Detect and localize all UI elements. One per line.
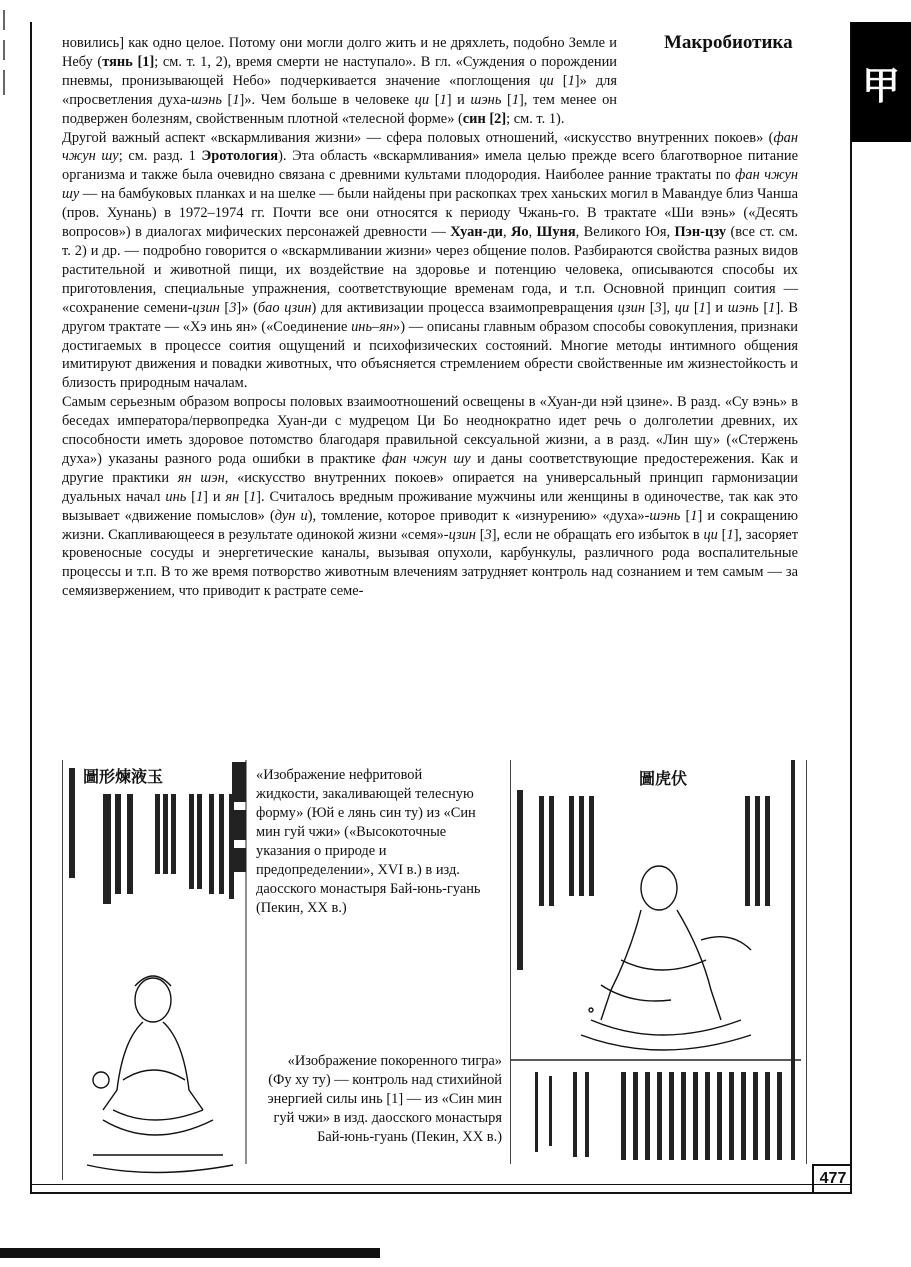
figure-subdued-tiger — [510, 760, 807, 1164]
frame-left-rule — [30, 22, 32, 1192]
article-body — [62, 34, 798, 601]
paragraph: новились] как одно целое. Потому они могли долго жить и не дряхлеть, подобно Земле и Небу (тянь [1]; см. т. 1, 2), время смерти не наступало». В гл. «Суждения о порождении пневмы, пронизывающей Небо» подчеркивается значение «поглощения ци [1]» для «просветления духа-шэнь [1]». Чем больше в человеке ци [1] и шэнь [1], тем менее он подвержен болезням, свойственным плотной «телесной форме» (син [2]; см. т. 1). — [62, 35, 618, 127]
running-head: Макробиотика — [664, 32, 793, 53]
margin-marks — [0, 0, 10, 120]
figure-subdued-tiger-image — [511, 760, 806, 1164]
paragraph: Другой важный аспект «вскармливания жизни» — сфера половых отношений, «искусство внутренних покоев» (фан чжун шу; см. разд. 1 Эротология). Эта область «вскармливания» имела целью прежде всего благотворное питание организма и также была очевидно связана с древними культами плодородия. Наиболее ранние трактаты по фан чжун шу — на бамбуковых планках и на шелке — были найдены при раскопках трех ханьских могил в Мавандуе близ Чанша (пров. Хунань) в 1972–1974 гг. Почти все они относятся к периоду Чжань-го. В трактате «Ши вэнь» («Десять вопросов») в диалогах мифических персонажей древности — Хуан-ди, Яо, Шуня, Великого Юя, Пэн-цзу (все ст. см. т. 2) и др. — подробно говорится о «вскармливании жизни» через общение полов. Разбираются свойства разных видов растительной и животной пищи, их воздействие на здоровье и потенцию человека, описываются способы их приготовления, специальные упражнения, соответствующие временам года, и т.п. Основной принцип соития — «сохранение семени-цзин [3]» (бао цзин) для активизации процесса взаимопревращения цзин [3], ци [1] и шэнь [1]. В другом трактате — «Хэ инь ян» («Соединение инь–ян») — описаны главным образом способы совокупления, признаки достигаемых в процессе соития ощущений и психофизических состояний. Многие методы интимного общения имитируют движения и повадки животных, что объясняется стремлением обрести свойственные им жизнестойкость и близость природным началам. — [62, 129, 799, 392]
page-number: 477 — [812, 1164, 852, 1192]
figure-jade-liquid — [62, 760, 253, 1180]
decorative-strip — [232, 762, 250, 872]
section-tab — [851, 22, 911, 142]
caption-left: «Изображение нефритовой жидкости, закаливающей телесную форму» (Юй е лянь син ту) из «Син мин гуй чжи» («Высокоточные указания о природе и предопределении», XVI в.) в изд. даосского монастыря Бай-юнь-гуань (Пекин, XX в.) — [256, 767, 481, 916]
scan-edge-bar — [0, 1248, 380, 1258]
caption-right: «Изображение покоренного тигра» (Фу ху ту) — контроль над стихийной энергией силы инь [1] — из «Син мин гуй чжи» в изд. даосского монастыря Бай-юнь-гуань (Пекин, XX в.) — [267, 1053, 502, 1145]
frame-bottom-rule — [30, 1184, 850, 1185]
section-tab-glyph: 甲 — [861, 63, 900, 108]
fig-left-title: 圖形煉液玉 — [83, 767, 164, 786]
paragraph: Самым серьезным образом вопросы половых взаимоотношений освещены в «Хуан-ди нэй цзине». В разд. «Су вэнь» в беседах императора/первопредка Хуан-ди с мудрецом Ци Бо неоднократно идет речь о долголетии древних, их способности иметь здоровое потомство благодаря правильной сексуальной жизни, а в разд. «Лин шу» («Стержень духа») указаны разного рода ошибки в практике фан чжун шу и даны соответствующие предостережения. Как и другие практики ян шэн, «искусство внутренних покоев» опирается на универсальный принцип гармонизации дуальных начал инь [1] и ян [1]. Считалось вредным проживание мужчины или женщины в одиночестве, так как это вызывает «движение помыслов» (дун и), томление, которое приводит к «изнурению» «духа»-шэнь [1] и сокращению жизни. Скапливающееся в результате одинокой жизни «семя»-цзин [3], если не обращать его избыток в ци [1], засоряет кровеносные сосуды и энергетические каналы, вызывая опухоли, карбункулы, различного рода воспалительные процессы и т.п. В то же время потворство животным влечениям затрудняет контроль над сознанием и тем самым — за семяизвержением, что приводит к растрате семе- — [62, 394, 799, 600]
figure-jade-liquid-image — [63, 760, 253, 1180]
fig-right-title: 圖虎伏 — [639, 769, 688, 788]
